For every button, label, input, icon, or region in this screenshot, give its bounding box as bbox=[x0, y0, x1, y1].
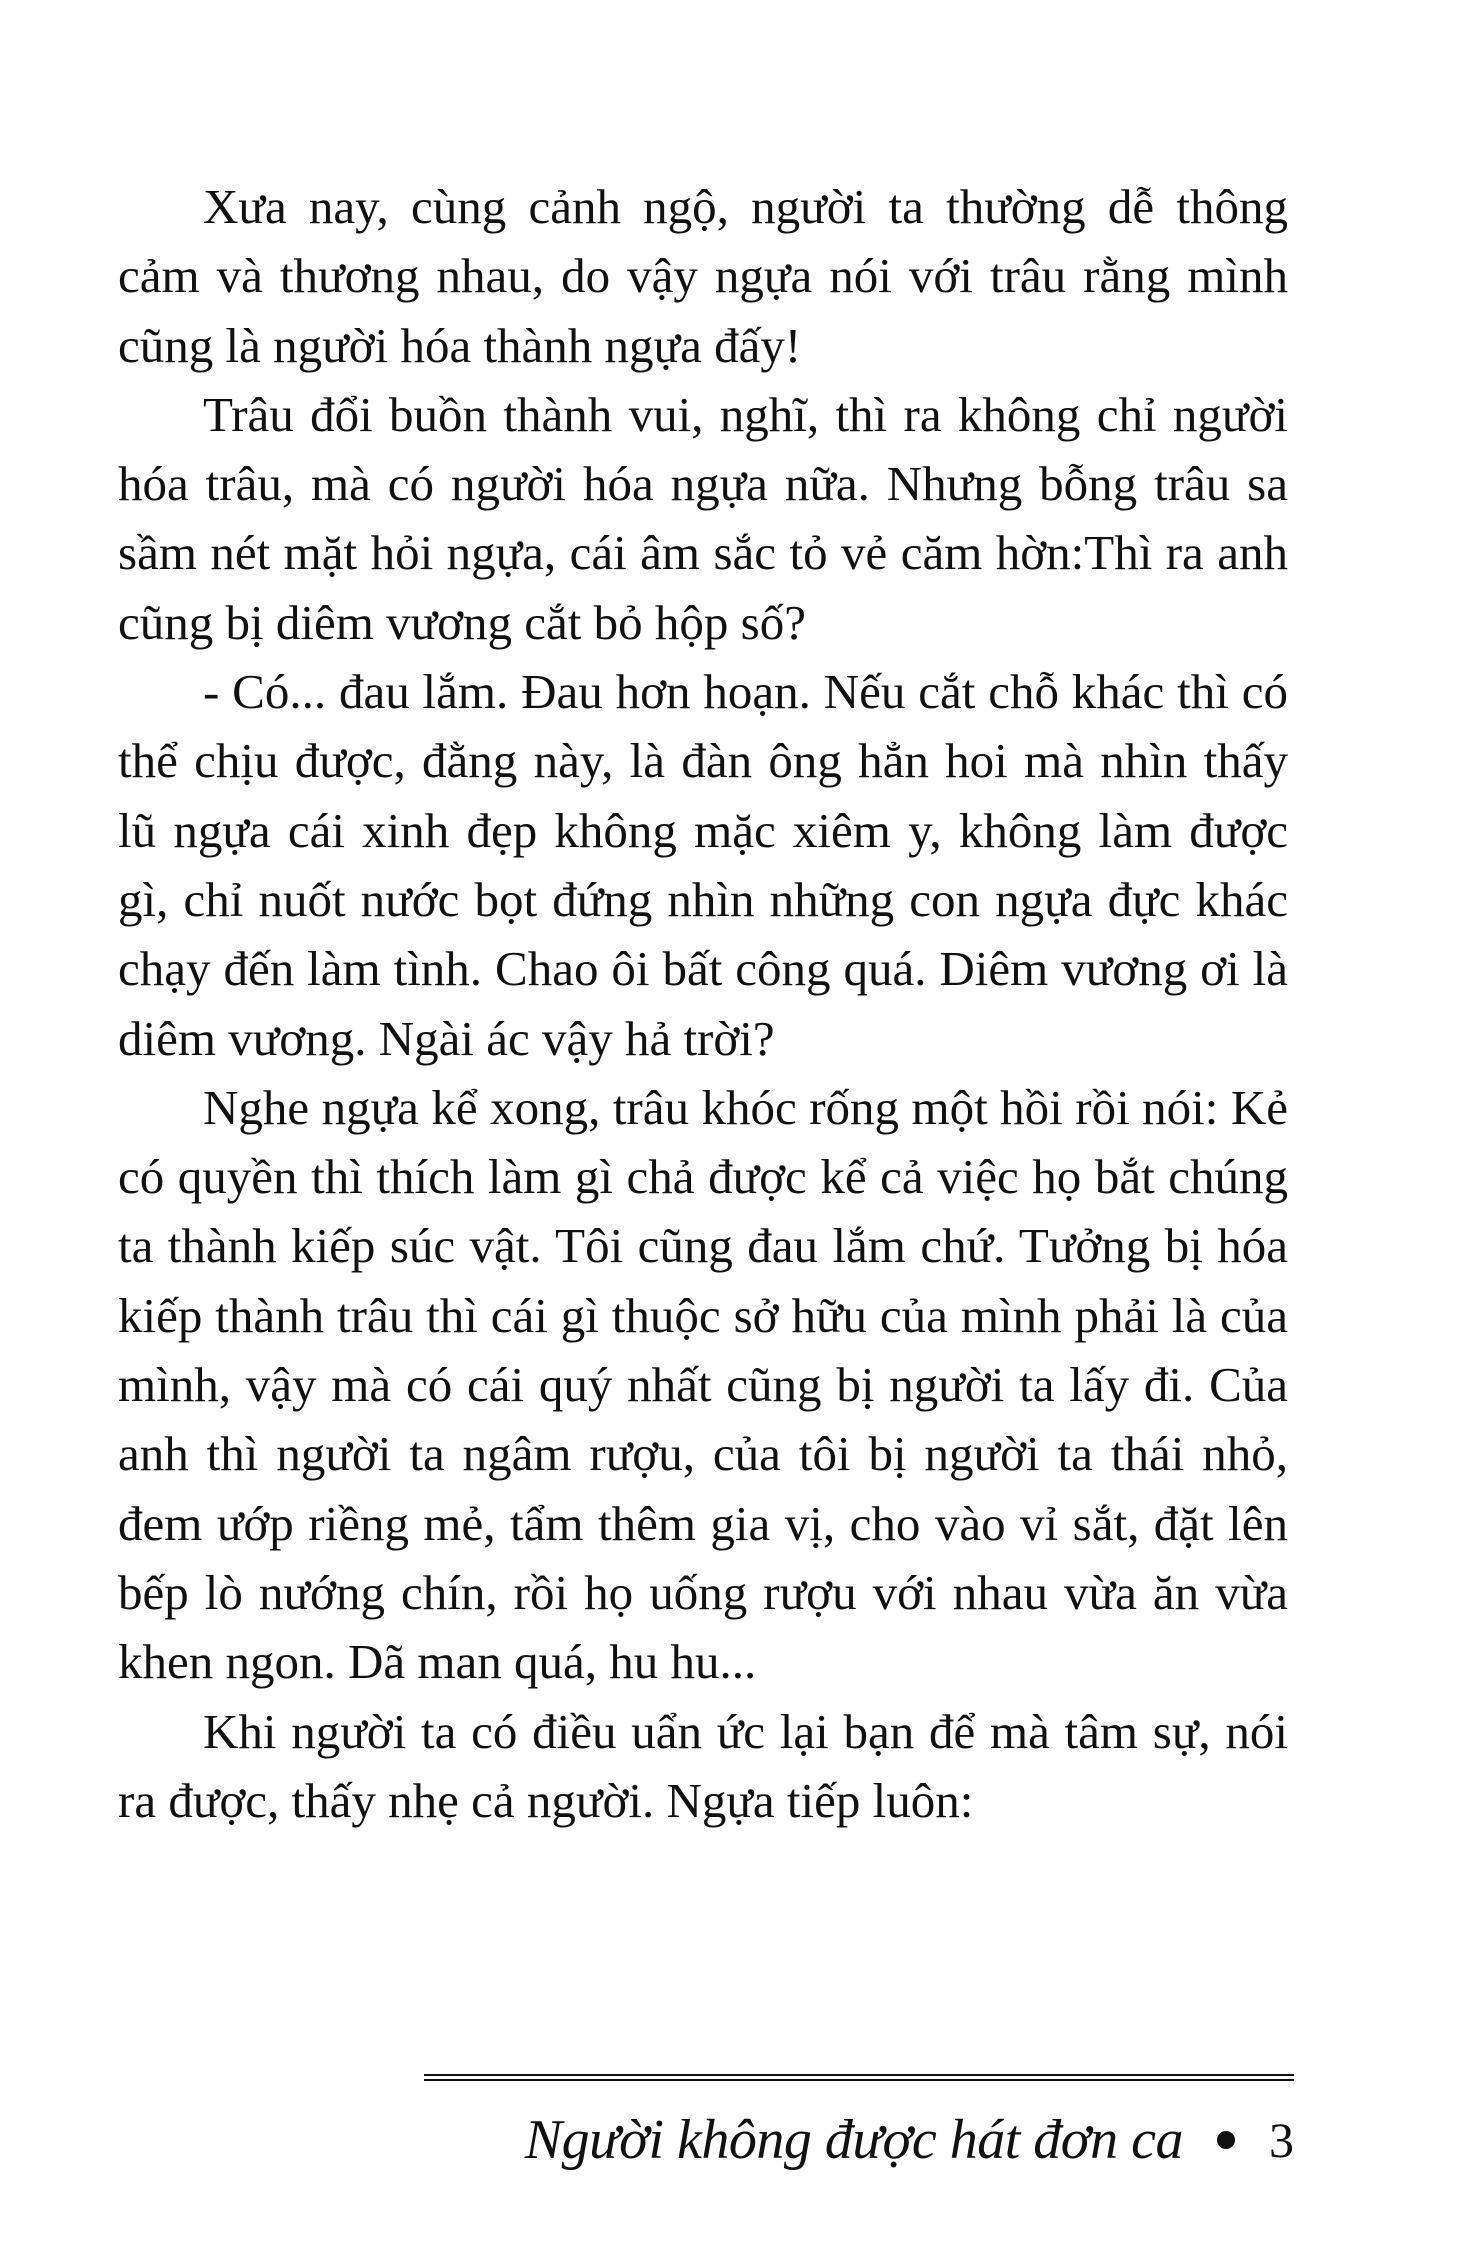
paragraph-3: - Có... đau lắm. Đau hơn hoạn. Nếu cắt chỗ khác thì có thể chịu được, đằng này, là đàn ông hẳn hoi mà nhìn thấy lũ ngựa cái xinh đẹp không mặc xiêm y, không làm được gì, chỉ nuốt nước bọt đứng nhìn những con ngựa đực khác chạy đến làm tình. Chao ôi bất công quá. Diêm vương ơi là diêm vương. Ngài ác vậy hả trời? bbox=[118, 664, 1288, 1066]
paragraph-2: Trâu đổi buồn thành vui, nghĩ, thì ra không chỉ người hóa trâu, mà có người hóa ngựa nữa. Nhưng bỗng trâu sa sầm nét mặt hỏi ngựa, cái âm sắc tỏ vẻ căm hờn:Thì ra anh cũng bị diêm vương cắt bỏ hộp số? bbox=[118, 386, 1288, 650]
running-footer bbox=[424, 2100, 1294, 2180]
page-number: 3 bbox=[1269, 2112, 1294, 2168]
book-title: Người không được hát đơn ca bbox=[524, 2109, 1183, 2171]
paragraph-1: Xưa nay, cùng cảnh ngộ, người ta thường dễ thông cảm và thương nhau, do vậy ngựa nói với trâu rằng mình cũng là người hóa thành ngựa đấy! bbox=[118, 179, 1288, 373]
paragraph-5: Khi người ta có điều uẩn ức lại bạn để mà tâm sự, nói ra được, thấy nhẹ cả người. Ngựa tiếp luôn: bbox=[118, 1703, 1288, 1828]
bullet-icon bbox=[1217, 2131, 1235, 2149]
body-text bbox=[118, 172, 1288, 1835]
paragraph-4: Nghe ngựa kể xong, trâu khóc rống một hồi rồi nói: Kẻ có quyền thì thích làm gì chả được kể cả việc họ bắt chúng ta thành kiếp súc vật. Tôi cũng đau lắm chứ. Tưởng bị hóa kiếp thành trâu thì cái gì thuộc sở hữu của mình phải là của mình, vậy mà có cái quý nhất cũng bị người ta lấy đi. Của anh thì người ta ngâm rượu, của tôi bị người ta thái nhỏ, đem ướp riềng mẻ, tẩm thêm gia vị, cho vào vỉ sắt, đặt lên bếp lò nướng chín, rồi họ uống rượu với nhau vừa ăn vừa khen ngon. Dã man quá, hu hu... bbox=[118, 1079, 1288, 1690]
footer-double-rule bbox=[424, 2074, 1294, 2081]
